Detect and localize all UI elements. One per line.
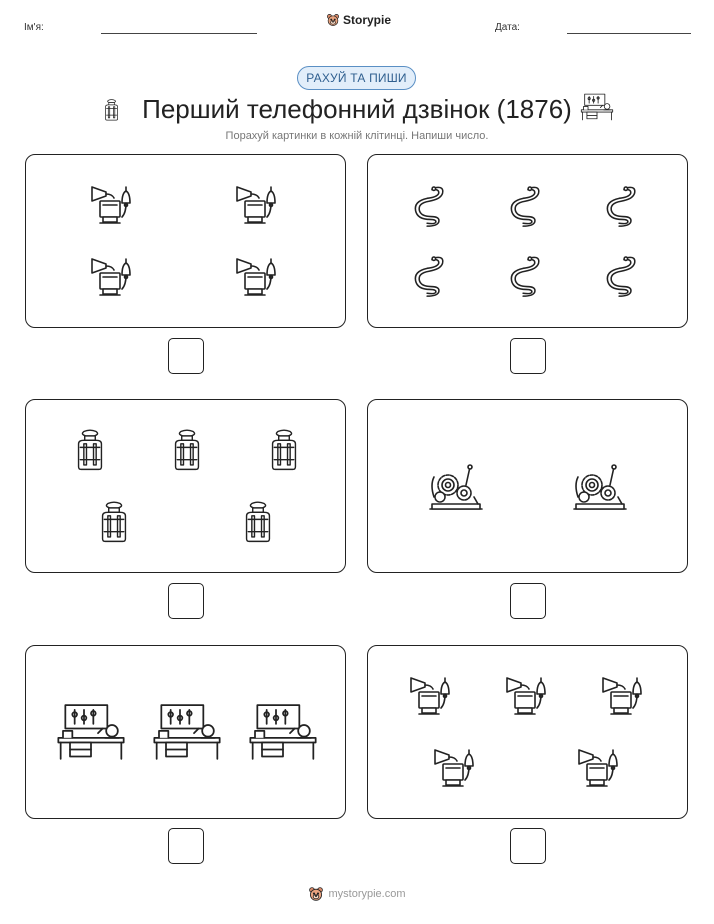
answer-box-2[interactable] — [510, 338, 546, 374]
date-label: Дата: — [495, 22, 520, 33]
bear-icon — [326, 13, 340, 27]
battery-jar-icon — [165, 422, 209, 478]
workbench-icon — [56, 700, 126, 764]
wire-icon — [502, 251, 550, 301]
battery-jar-icon — [92, 494, 136, 550]
telephone-icon — [430, 742, 482, 792]
count-panel-3 — [25, 399, 346, 573]
worksheet-header — [0, 0, 714, 50]
date-field-line[interactable] — [567, 33, 691, 34]
wire-icon — [502, 181, 550, 231]
wire-icon — [406, 181, 454, 231]
telephone-icon — [86, 251, 140, 301]
answer-box-3[interactable] — [168, 583, 204, 619]
battery-jar-icon — [68, 422, 112, 478]
telephone-icon — [86, 179, 140, 229]
footer — [0, 886, 714, 902]
activity-badge: РАХУЙ ТА ПИШИ — [297, 66, 416, 90]
wire-icon — [406, 251, 454, 301]
workbench-icon — [580, 93, 614, 121]
workbench-icon — [152, 700, 222, 764]
telephone-icon — [502, 670, 554, 720]
answer-box-6[interactable] — [510, 828, 546, 864]
battery-jar-icon — [236, 494, 280, 550]
workbench-icon — [248, 700, 318, 764]
telephone-icon — [231, 179, 285, 229]
gear-machine-icon — [426, 456, 486, 520]
count-panel-6 — [367, 645, 688, 819]
answer-box-1[interactable] — [168, 338, 204, 374]
telephone-icon — [406, 670, 458, 720]
instructions: Порахуй картинки в кожній клітинці. Напиши число. — [225, 130, 489, 142]
bear-icon — [308, 886, 324, 902]
count-panel-1 — [25, 154, 346, 328]
page-title: Перший телефонний дзвінок (1876) — [142, 94, 572, 124]
telephone-icon — [231, 251, 285, 301]
count-panel-5 — [25, 645, 346, 819]
answer-box-4[interactable] — [510, 583, 546, 619]
brand-logo — [326, 13, 391, 27]
count-panel-2 — [367, 154, 688, 328]
answer-box-5[interactable] — [168, 828, 204, 864]
wire-icon — [598, 181, 646, 231]
title-row — [0, 88, 714, 132]
name-label: Ім'я: — [24, 22, 44, 33]
wire-icon — [598, 251, 646, 301]
footer-link[interactable]: mystorypie.com — [328, 888, 406, 900]
gear-machine-icon — [570, 456, 630, 520]
brand-name: Storypie — [343, 13, 392, 27]
battery-jar-icon — [262, 422, 306, 478]
telephone-icon — [574, 742, 626, 792]
telephone-icon — [598, 670, 650, 720]
name-field-line[interactable] — [101, 33, 257, 34]
count-panel-4 — [367, 399, 688, 573]
